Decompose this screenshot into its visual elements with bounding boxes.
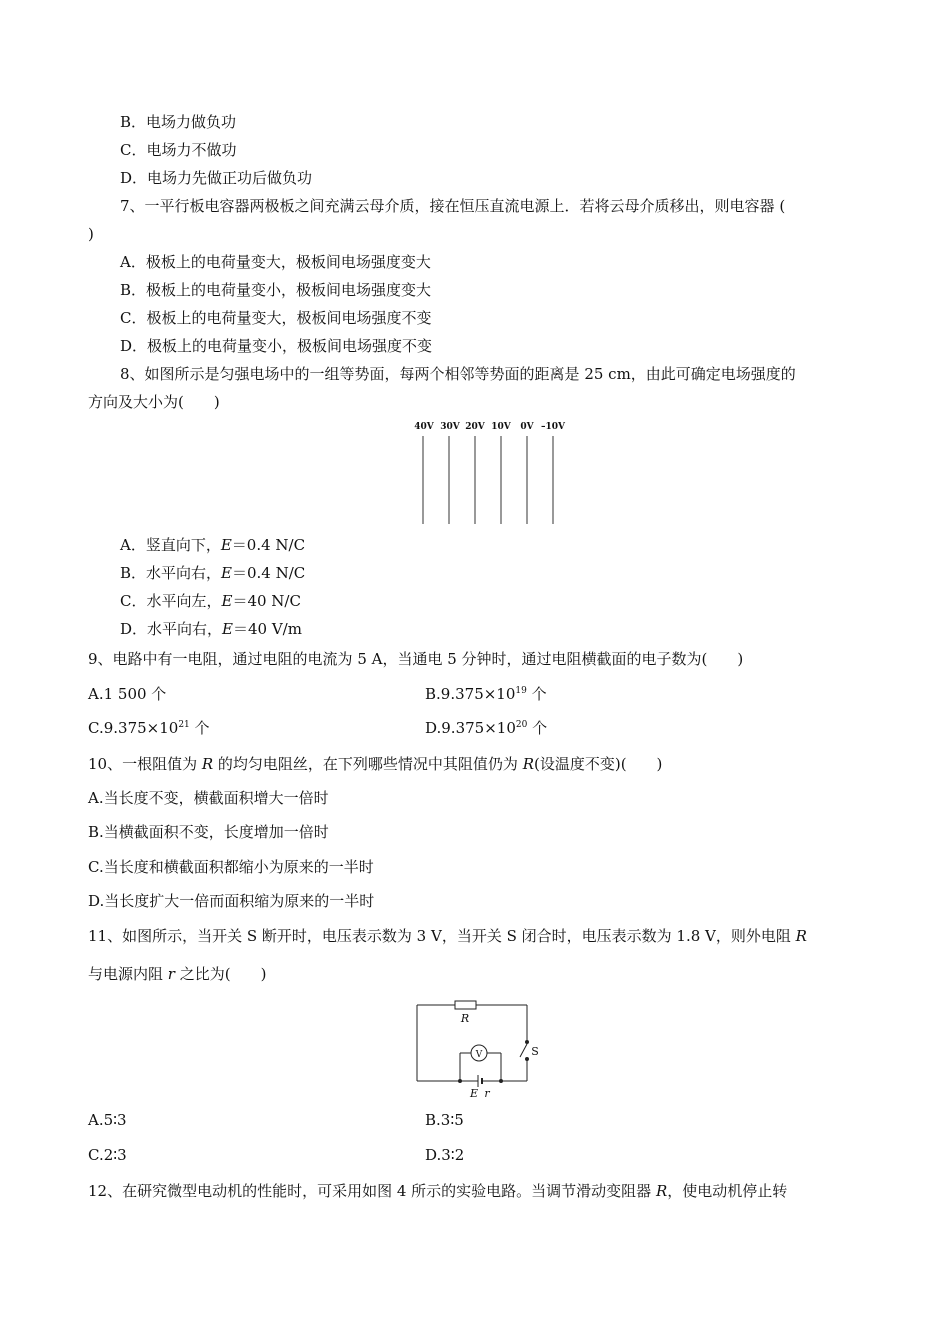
q10-option-b: B.当横截面积不变，长度增加一倍时 [88, 823, 329, 841]
q10-stem: 10、一根阻值为 R 的均匀电阻丝，在下列哪些情况中其阻值仍为 R(设温度不变)( ) [88, 755, 663, 773]
q8-option-a: A．竖直向下，E＝0.4 N/C [120, 536, 306, 554]
switch-s [526, 1041, 529, 1044]
q10-option-a: A.当长度不变，横截面积增大一倍时 [88, 789, 329, 807]
equipotential-label-40v: 40V [414, 422, 434, 432]
q12-stem: 12、在研究微型电动机的性能时，可采用如图 4 所示的实验电路。当调节滑动变阻器 R，使电动机停止转 [88, 1182, 788, 1200]
q8-option-d: D．水平向右，E＝40 V/m [120, 620, 302, 638]
q6-option-b: B．电场力做负功 [120, 113, 237, 131]
q7-option-c: C．极板上的电荷量变大，极板间电场强度不变 [120, 309, 432, 327]
q7-stem-line1: 7、一平行板电容器两极板之间充满云母介质，接在恒压直流电源上．若将云母介质移出，则电容器 ( [120, 197, 786, 215]
resistor-r [455, 1001, 476, 1009]
q7-option-d: D．极板上的电荷量变小，极板间电场强度不变 [120, 337, 433, 355]
equipotential-label-neg10v: –10V [540, 422, 566, 432]
q8-stem-line2: 方向及大小为( ) [88, 393, 220, 411]
q11-option-c: C.2∶3 [88, 1146, 127, 1164]
q6-option-d: D．电场力先做正功后做负功 [120, 169, 313, 187]
q8-option-c: C．水平向左，E＝40 N/C [120, 592, 301, 610]
q11-stem-line1: 11、如图所示，当开关 S 断开时，电压表示数为 3 V，当开关 S 闭合时，电压表示数为 1.8 V，则外电阻 R [88, 927, 807, 945]
q10-option-d: D.当长度扩大一倍而面积缩为原来的一半时 [88, 892, 375, 910]
label-internal-r: r [484, 1087, 490, 1100]
equipotential-label-0v: 0V [520, 422, 534, 432]
q9-stem: 9、电路中有一电阻，通过电阻的电流为 5 A，当通电 5 分钟时，通过电阻横截面的电子数为( ) [88, 650, 744, 668]
equipotential-figure [400, 412, 580, 530]
q9-option-b: $B.9.375\times 10^{19}$ 个 [425, 685, 547, 703]
equipotential-label-30v: 30V [440, 422, 460, 432]
q11-option-d: D.3∶2 [425, 1146, 465, 1164]
circuit-figure [410, 995, 550, 1100]
q7-option-a: A．极板上的电荷量变大，极板间电场强度变大 [120, 253, 431, 271]
equipotential-label-20v: 20V [465, 422, 485, 432]
label-s: S [531, 1045, 539, 1058]
q9-option-c: $C.9.375\times 10^{21}$ 个 [88, 719, 210, 737]
q7-stem-line2: ) [88, 225, 94, 243]
q7-option-b: B．极板上的电荷量变小，极板间电场强度变大 [120, 281, 432, 299]
q9-option-d: $D.9.375\times 10^{20}$ 个 [425, 719, 548, 737]
q11-stem-line2: 与电源内阻 r 之比为( ) [88, 965, 267, 983]
label-e: E [469, 1087, 479, 1100]
label-r: R [460, 1012, 470, 1025]
equipotential-label-10v: 10V [491, 422, 511, 432]
q6-option-c: C．电场力不做功 [120, 141, 237, 159]
q11-option-a: A.5∶3 [88, 1111, 127, 1129]
q8-option-b: B．水平向右，E＝0.4 N/C [120, 564, 306, 582]
label-v: V [475, 1050, 483, 1060]
q11-option-b: B.3∶5 [425, 1111, 464, 1129]
q8-stem-line1: 8、如图所示是匀强电场中的一组等势面，每两个相邻等势面的距离是 25 cm，由此可确定电场强度的 [120, 365, 796, 383]
q10-option-c: C.当长度和横截面积都缩小为原来的一半时 [88, 858, 374, 876]
q9-option-a: A.1 500 个 [88, 685, 167, 703]
